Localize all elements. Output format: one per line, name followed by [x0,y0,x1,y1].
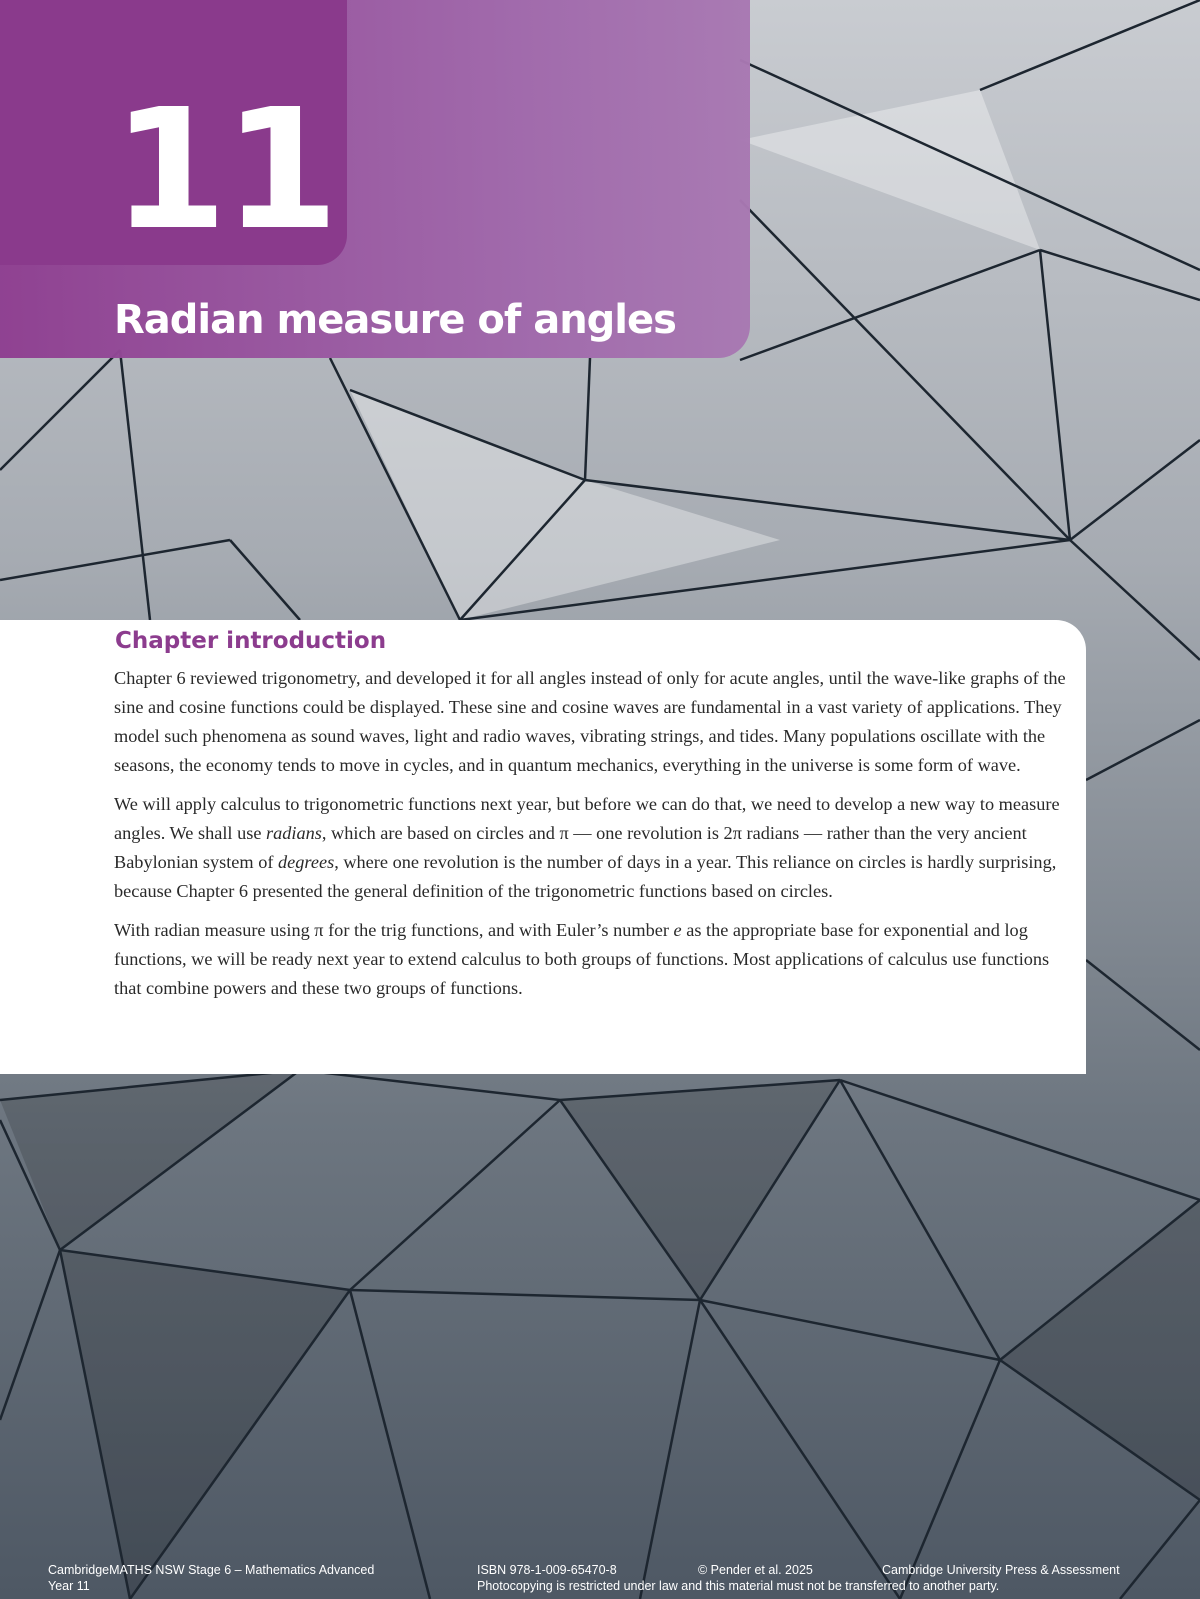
euler-number-symbol: e [673,920,682,940]
chapter-introduction-body [114,664,1070,1013]
chapter-introduction-heading: Chapter introduction [115,628,387,654]
intro-paragraph-3-text-b: as the appropriate base for exponential and log functions, we will be ready next year to extend calculus to both groups of functions. Most applications of calculus use functions that combine powers and these two groups of functions. [114,920,1050,998]
intro-paragraph-3 [114,916,1070,1003]
footer-isbn: ISBN 978-1-009-65470-8 [477,1563,617,1577]
radians-term: radians [266,823,322,843]
intro-paragraph-2 [114,790,1070,906]
intro-paragraph-2-text-c: , where one revolution is the number of days in a year. This reliance on circles is hardly surprising, because Chapter 6 presented the general definition of the trigonometric functions based on circles. [114,852,1057,901]
chapter-number: 11 [112,74,336,267]
intro-paragraph-1: Chapter 6 reviewed trigonometry, and developed it for all angles instead of only for acute angles, until the wave-like graphs of the sine and cosine functions could be displayed. These sine and cosine waves are fundamental in a vast variety of applications. They model such phenomena as sound waves, light and radio waves, vibrating strings, and tides. Many populations oscillate with the seasons, the economy tends to move in cycles, and in quantum mechanics, everything in the universe is some form of wave. [114,668,1066,775]
footer-book-title-line1: CambridgeMATHS NSW Stage 6 – Mathematics Advanced [48,1563,375,1577]
footer-book-title-line2: Year 11 [48,1579,90,1593]
intro-paragraph-3-text-a: With radian measure using π for the trig functions, and with Euler’s number [114,920,674,940]
intro-paragraph-2-text-b: , which are based on circles and π — one revolution is 2π radians — rather than the very ancient Babylonian system of [114,823,1027,872]
footer-copyright-block [698,1562,813,1578]
chapter-title: Radian measure of angles [114,297,676,343]
footer-notice: Photocopying is restricted under law and this material must not be transferred to another party. [477,1579,1000,1593]
footer-copyright: © Pender et al. 2025 [698,1563,813,1577]
footer-publisher-block [882,1562,1120,1578]
footer-publisher: Cambridge University Press & Assessment [882,1563,1120,1577]
footer-book-title [48,1562,374,1594]
degrees-term: degrees [278,852,335,872]
intro-paragraph-2-text-a: We will apply calculus to trigonometric functions next year, but before we can do that, we need to develop a new way to measure angles. We shall use [114,794,1060,843]
